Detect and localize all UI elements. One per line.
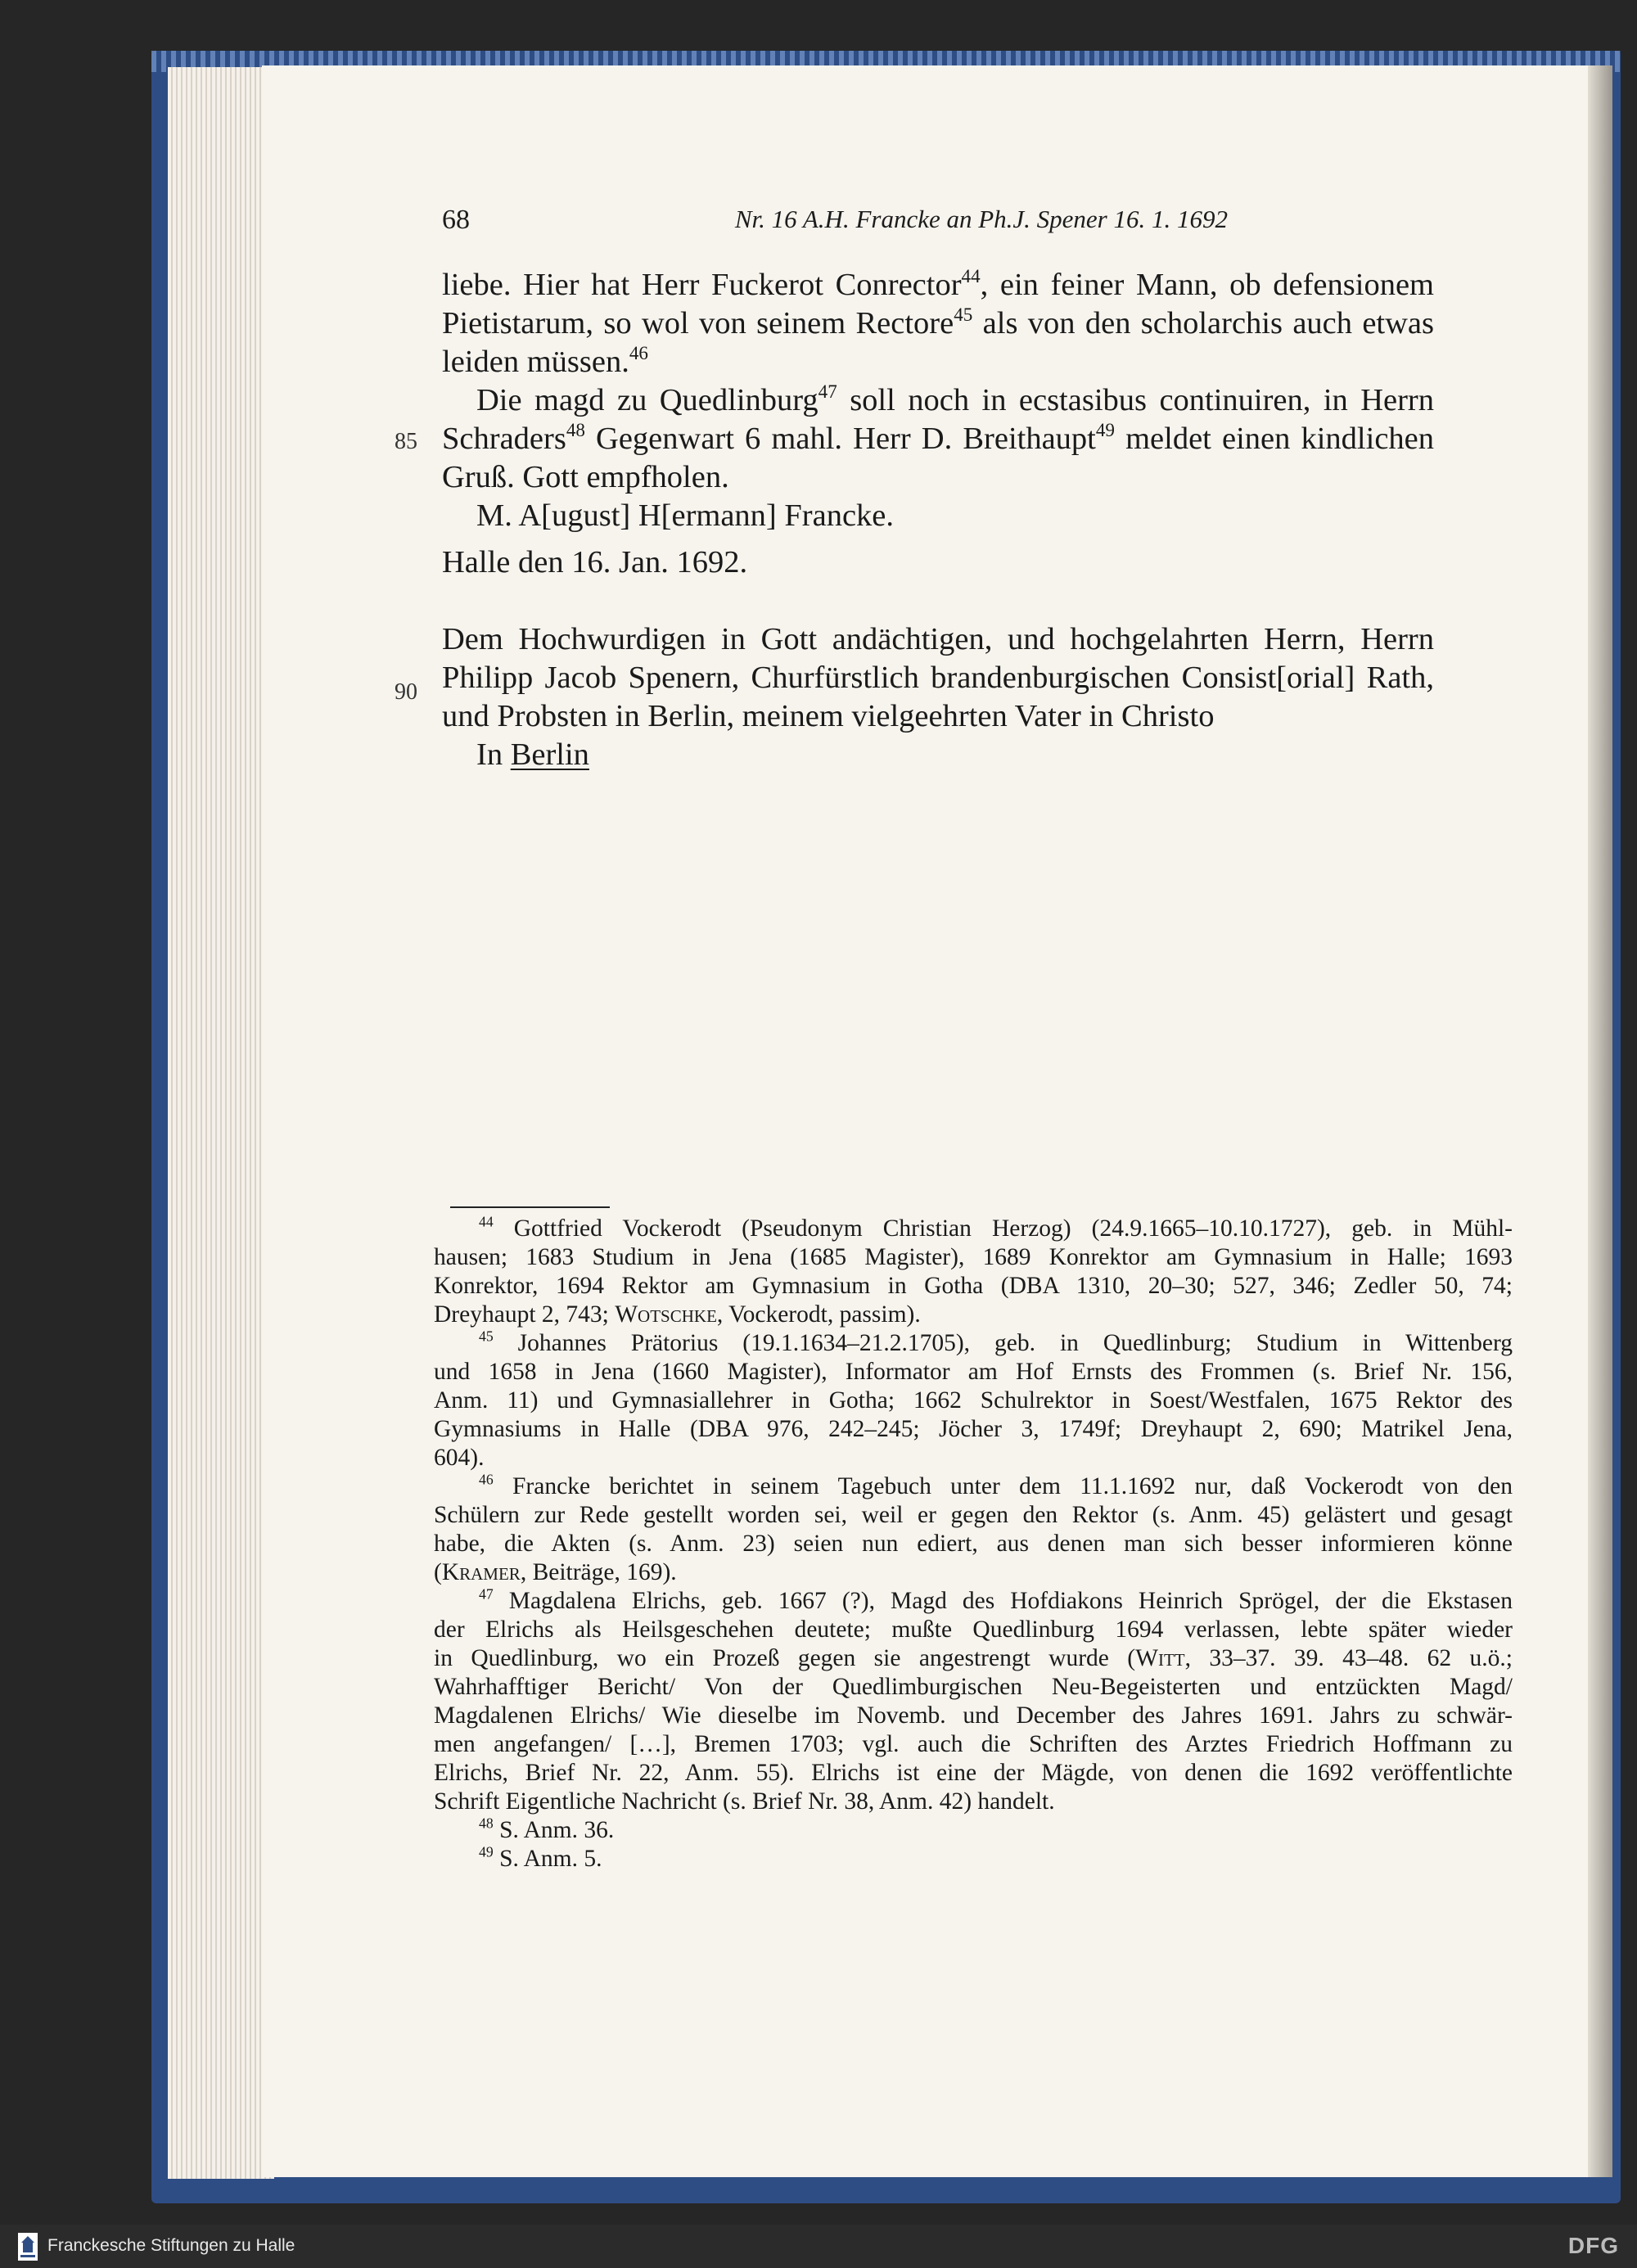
address-line: Philipp Jacob Spenern, Churfürstlich brandenburgischen Consist[orial] Rath,	[442, 661, 1434, 695]
footnote-ref: 49	[1095, 419, 1115, 440]
footnote-line: in Quedlinburg, wo ein Prozeß gegen sie angestrengt wurde (Witt, 33–37. 39. 43–48. 62 u.ö.;	[434, 1645, 1513, 1671]
footnote-44: $^{44}$ Gottfried Vockerodt (Pseudonym Christian Herzog) (24.9.1665–10.10.1727), geb. in Mühl-	[479, 1213, 1513, 1242]
footnote-46: $^{46}$ Francke berichtet in seinem Tagebuch unter dem 11.1.1692 nur, daß Vockerodt von den	[479, 1471, 1513, 1499]
page-number: 68	[442, 205, 470, 235]
text-line: Die magd zu Quedlinburg$^{47}$ soll noch in ecstasibus continuiren, in Herrn	[476, 381, 1434, 417]
footnote-line: (Kramer, Beiträge, 169).	[434, 1559, 677, 1585]
address-line: Dem Hochwurdigen in Gott andächtigen, und hochgelahrten Herrn, Herrn	[442, 622, 1434, 656]
footnote-line: hausen; 1683 Studium in Jena (1685 Magister), 1689 Konrektor am Gymnasium in Halle; 1693	[434, 1244, 1513, 1270]
footnote-line: habe, die Akten (s. Anm. 23) seien nun ediert, aus denen man sich besser informieren könne	[434, 1531, 1513, 1557]
signature-line: M. A[ugust] H[ermann] Francke.	[476, 498, 894, 533]
footnote-rule	[450, 1206, 610, 1208]
footnote-line: Wahrhafftiger Bericht/ Von der Quedlimburgischen Neu-Begeisterten und entzückten Magd/	[434, 1674, 1513, 1700]
line-number-85: 85	[395, 429, 417, 454]
footnote-line: Anm. 11) und Gymnasiallehrer in Gotha; 1662 Schulrektor in Soest/Westfalen, 1675 Rektor des	[434, 1387, 1513, 1414]
text-line: Schraders$^{48}$ Gegenwart 6 mahl. Herr D. Breithaupt$^{49}$ meldet einen kindlichen	[442, 419, 1434, 456]
footnote-line: und 1658 in Jena (1660 Magister), Informator am Hof Ernsts des Frommen (s. Brief Nr. 156,	[434, 1359, 1513, 1385]
footnote-ref: 45	[954, 304, 973, 325]
page-stack	[168, 67, 274, 2179]
footnote-48: $^{48}$ S. Anm. 36.	[479, 1815, 615, 1843]
address-line: In Berlin	[476, 737, 589, 772]
footnote-ref: 48	[566, 419, 585, 440]
footnote-ref: 44	[961, 265, 981, 286]
footnote-line: Schülern zur Rede gestellt worden sei, weil er gegen den Rektor (s. Anm. 45) gelästert und gesagt	[434, 1502, 1513, 1528]
footer-caption: Franckesche Stiftungen zu Halle	[47, 2236, 295, 2255]
footnote-line: Dreyhaupt 2, 743; Wotschke, Vockerodt, passim).	[434, 1301, 921, 1328]
footnote-49: $^{49}$ S. Anm. 5.	[479, 1843, 602, 1872]
footnote-line: men angefangen/ […], Bremen 1703; vgl. auch die Schriften des Arztes Friedrich Hoffmann zu	[434, 1731, 1513, 1757]
book-gutter	[1588, 65, 1612, 2177]
text-line: leiden müssen.$^{46}$	[442, 342, 648, 379]
viewer-footer	[0, 2225, 1637, 2268]
text-line: Pietistarum, so wol von seinem Rectore$^{45}$ als von den scholarchis auch etwas	[442, 304, 1435, 340]
footnote-line: der Elrichs als Heilsgeschehen deutete; mußte Quedlinburg 1694 verlassen, lebte später wieder	[434, 1616, 1513, 1643]
footnote-line: Gymnasiums in Halle (DBA 976, 242–245; Jöcher 3, 1749f; Dreyhaupt 2, 690; Matrikel Jena,	[434, 1416, 1513, 1442]
footnote-ref: 46	[629, 342, 648, 363]
text-line: Gruß. Gott empfholen.	[442, 460, 729, 494]
text-line: liebe. Hier hat Herr Fuckerot Conrector$^{44}$, ein feiner Mann, ob defensionem	[442, 265, 1434, 302]
line-number-90: 90	[395, 679, 417, 705]
footnote-ref: 47	[818, 381, 837, 402]
footnote-line: Elrichs, Brief Nr. 22, Anm. 55). Elrichs ist eine der Mägde, von denen die 1692 veröffentlichte	[434, 1760, 1513, 1786]
letter-text	[442, 266, 1434, 774]
footnote-47: $^{47}$ Magdalena Elrichs, geb. 1667 (?), Magd des Hofdiakons Heinrich Sprögel, der die Ekstasen	[479, 1585, 1513, 1614]
running-head: Nr. 16 A.H. Francke an Ph.J. Spener 16. 1. 1692	[734, 205, 1228, 233]
page-header	[442, 205, 1228, 246]
footnote-line: Konrektor, 1694 Rektor am Gymnasium in Gotha (DBA 1310, 20–30; 527, 346; Zedler 50, 74;	[434, 1273, 1513, 1299]
footnote-45: $^{45}$ Johannes Prätorius (19.1.1634–21.2.1705), geb. in Quedlinburg; Studium in Wittenberg	[479, 1328, 1513, 1356]
dfg-logo: DFG	[1567, 2233, 1619, 2258]
address-line: und Probsten in Berlin, meinem vielgeehrten Vater in Christo	[442, 699, 1215, 733]
footnote-line: 604).	[434, 1445, 485, 1471]
foundation-logo-icon	[16, 2231, 39, 2262]
footnotes	[434, 1215, 1513, 1873]
footnote-line: Magdalenen Elrichs/ Wie dieselbe im Novemb. und December des Jahres 1691. Jahrs zu schwär-	[434, 1702, 1513, 1729]
footnote-line: Schrift Eigentliche Nachricht (s. Brief Nr. 38, Anm. 42) handelt.	[434, 1788, 1055, 1815]
date-line: Halle den 16. Jan. 1692.	[442, 545, 748, 579]
